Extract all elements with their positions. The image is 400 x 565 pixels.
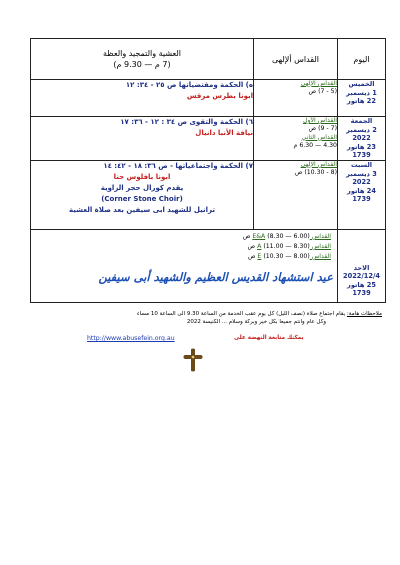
mass-cell <box>254 160 338 229</box>
day-coptic-year: 1739 <box>352 289 371 298</box>
header-row <box>31 39 386 80</box>
table-row <box>31 80 386 117</box>
mass-line <box>243 233 331 241</box>
day-year: 2022 <box>352 178 371 187</box>
mass-time: (8.30 — 6.00) ص <box>242 232 310 240</box>
day-cell <box>338 229 386 302</box>
table-row <box>31 229 386 302</box>
evening-cell <box>31 160 254 229</box>
mass-label: القداس الإلهى <box>300 80 337 87</box>
notes-text-2: وكل عام وانتم جميعا بكل خير وبركة وسلام ... الكنيسة 2022 <box>186 319 326 325</box>
sermon-topic: ٧) الحكمة واجتماعياتها - ص ٣٦: ١٨ - ٤٢: ١٤ <box>103 161 253 170</box>
speaker-name: ابونا بطرس مرقس <box>186 92 253 100</box>
day-coptic-year: 1739 <box>352 195 371 204</box>
day-cell <box>338 80 386 117</box>
table-row <box>31 117 386 161</box>
day-coptic-date: 24 هاتور <box>347 186 376 195</box>
mass-label: القداس A <box>257 242 331 250</box>
mass-time: (5 - 7) ص <box>308 88 337 96</box>
day-name: السبت <box>350 160 373 169</box>
header-day: اليوم <box>338 39 386 80</box>
header-evening-title: العشية والتمجيد والعظة <box>102 49 182 58</box>
sunday-cell <box>31 229 338 302</box>
coptic-cross-icon <box>183 348 203 372</box>
sunday-masses <box>31 230 337 298</box>
choir-name: (Corner Stone Choir) <box>101 194 183 203</box>
mass-line <box>248 243 331 251</box>
mass-label: القداس الأول <box>303 117 337 124</box>
mass-cell <box>254 80 338 117</box>
evening-cell <box>31 117 254 161</box>
day-date: 2022/12/4 <box>343 272 380 281</box>
day-date: 1 ديسمبر <box>346 88 377 97</box>
header-evening-time: (7 م — 9.30 م) <box>113 60 171 69</box>
mass-label: القداس الإلهى <box>300 160 337 168</box>
mass-cell <box>254 117 338 161</box>
speaker-name: نيافة الأنبا دانيال <box>195 129 253 137</box>
hymns-note: ترانيل للشهيد ابى سيفين بعد صلاة العشية <box>69 205 215 214</box>
mass-line <box>248 253 331 261</box>
day-date: 3 ديسمبر <box>346 169 377 178</box>
notes-text-1: يقام اجتماع صلاة (نصف الليل) كل يوم عقب الخدمة من الساعة 9.30 الى الساعة 10 مساء <box>136 311 346 317</box>
day-coptic-date: 25 هاتور <box>347 280 376 289</box>
mass-label: القداس الثاني <box>301 133 337 141</box>
day-year: 2022 <box>352 134 371 143</box>
day-cell <box>338 160 386 229</box>
day-coptic-date: 22 هاتور <box>347 97 376 106</box>
feast-title: عيد استشهاد القديس العظيم والشهيد أبى سيفين <box>98 269 333 284</box>
mass-label: القداس E <box>257 252 331 260</box>
sermon-topic: ٦) الحكمة والتقوى ص ٣٤ : ١٢ - ٣٦: ١٧ <box>120 118 253 126</box>
notes-line-1 <box>32 310 382 318</box>
mass-time: (7 - 9) ص <box>308 125 337 133</box>
day-coptic-date: 23 هاتور <box>347 142 376 151</box>
header-mass: القداس ألإلهى <box>254 39 338 80</box>
day-coptic-year: 1739 <box>352 151 371 160</box>
notes <box>32 310 382 326</box>
table-row <box>31 160 386 229</box>
day-name: الخميس <box>348 80 375 88</box>
day-date: 2 ديسمبر <box>346 125 377 134</box>
mass-time: (11.00 — 8.30) ص <box>247 242 310 250</box>
schedule-table <box>30 38 386 303</box>
sermon-topic: ه) الحكمة ومقتضياتها ص ٢٥ - ٣٤: ١٢ <box>125 81 253 89</box>
follow-text: يمكنك متابعة النهضة على <box>234 335 304 341</box>
mass-label: القداس E&A <box>252 232 331 240</box>
notes-label: ملاحظات هامة: <box>346 311 382 317</box>
day-name: الجمعة <box>350 117 373 125</box>
mass-time: (10.30 — 8.00) ص <box>247 252 310 260</box>
evening-cell <box>31 80 254 117</box>
day-name: الاحد <box>353 263 370 272</box>
choir-line: يقدم كورال حجر الزاوية <box>100 183 184 192</box>
website-link[interactable]: http://www.abusefein.org.au <box>87 335 175 342</box>
header-evening <box>31 39 254 80</box>
mass-time: 4.30 — 6.30 م <box>293 142 337 150</box>
mass-time: (8 - 10.30) ص <box>294 169 337 177</box>
speaker-name: ابونا بافلوس حنا <box>113 172 171 181</box>
day-cell <box>338 117 386 161</box>
